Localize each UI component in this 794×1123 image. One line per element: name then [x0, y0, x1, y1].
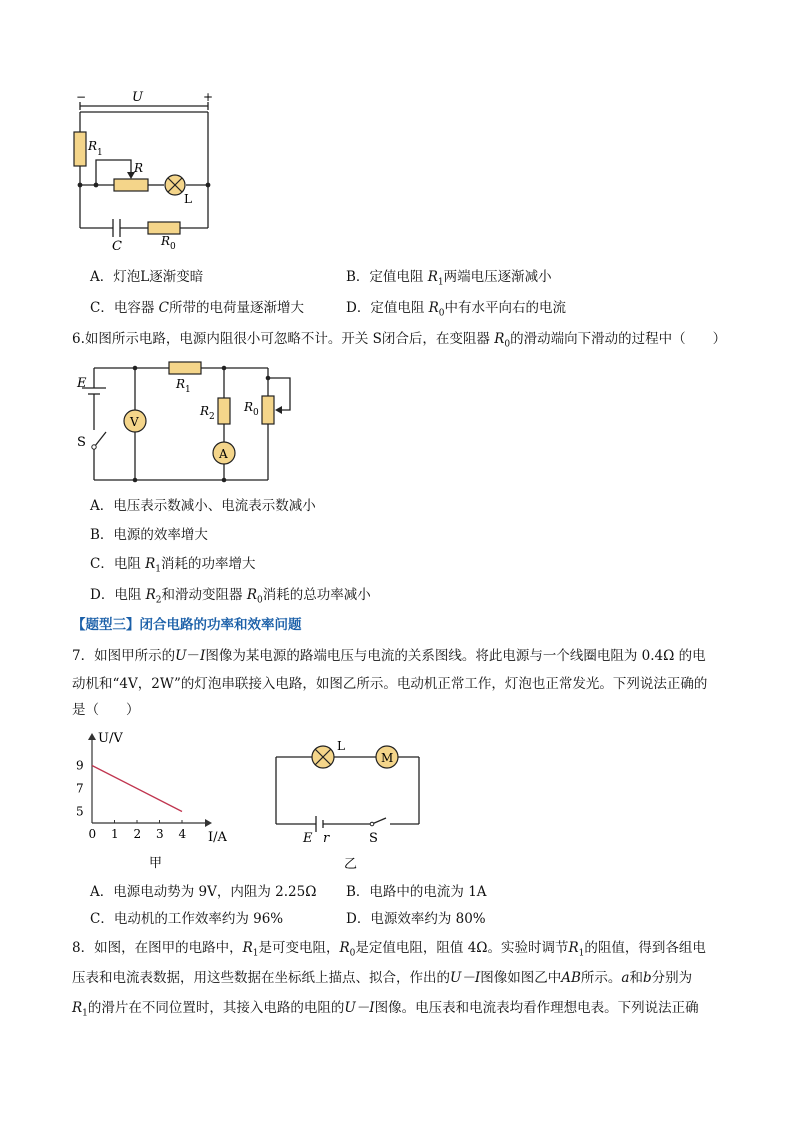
q6-stem: 6.如图所示电路，电源内阻很小可忽略不计。开关 S闭合后，在变阻器 $R_0$的滑动端向下滑动的过程中（ ） — [72, 331, 727, 350]
x-tick-label: 1 — [111, 827, 119, 841]
chart-caption: 甲 — [149, 856, 163, 871]
q5-r0-sub: 0 — [170, 242, 176, 252]
section-heading: 【题型三】闭合电路的功率和效率问题 — [72, 617, 302, 633]
q6-r1-label: R — [176, 377, 186, 391]
q7-r-label: r — [323, 831, 330, 846]
q6-r2-sub: 2 — [209, 412, 215, 422]
x-tick-label: 4 — [178, 827, 187, 841]
q6-e-label: E — [77, 376, 87, 391]
q7-stem-line2: 动机和“4V，2W”的灯泡串联接入电路，如图乙所示。电动机正常工作，灯泡也正常发光。下列说法正确的 — [72, 676, 708, 692]
q5-r0-label: R — [161, 234, 171, 248]
q5-plus-label: + — [203, 90, 214, 104]
x-axis-arrow — [205, 819, 212, 827]
x-tick-label: 3 — [156, 827, 164, 841]
q6-r2-label: R — [200, 404, 210, 418]
q7-option-a: A．电源电动势为 9V，内阻为 2.25Ω — [90, 884, 317, 900]
q5-option-c: C．电容器 C所带的电荷量逐渐增大 — [90, 300, 304, 316]
q6-a-label: A — [219, 447, 228, 461]
q8-stem-line3: $R_1$的滑片在不同位置时，其接入电路的电阻的U－I图像。电压表和电流表均看作理想电表。下列说法正确 — [72, 1000, 699, 1019]
q5-r1-sub: 1 — [97, 148, 103, 158]
q5-u-label: U — [132, 90, 143, 105]
q7-stem-line1: 7．如图甲所示的U－I图像为某电源的路端电压与电流的关系图线。将此电源与一个线圈电阻为 0.4Ω 的电 — [72, 648, 706, 664]
q7-s-label: S — [369, 831, 378, 846]
q6-r0-label: R — [244, 400, 254, 414]
q7-circuit-diagram — [272, 738, 432, 872]
q8-stem-line1: 8．如图，在图甲的电路中，$R_1$是可变电阻，$R_0$是定值电阻，阻值 4Ω。实验时调节$R_1$的阻值，得到各组电 — [72, 940, 706, 959]
y-tick-label: 5 — [76, 804, 84, 819]
q6-r0-sub: 0 — [253, 408, 259, 418]
x-tick-label: 2 — [133, 827, 142, 841]
q7-ui-chart — [72, 727, 252, 875]
q5-lamp-label: L — [184, 192, 192, 206]
y-axis-arrow — [88, 733, 96, 740]
x-tick-label: 0 — [88, 827, 97, 841]
q6-circuit-diagram — [72, 358, 312, 488]
q7-option-b: B．电路中的电流为 1A — [346, 884, 487, 900]
q7-e-label: E — [303, 831, 313, 846]
q5-option-a: A．灯泡L逐渐变暗 — [90, 269, 204, 285]
q6-option-d: D．电阻 $R_2$和滑动变阻器 $R_0$消耗的总功率减小 — [90, 587, 371, 606]
q7-stem-line3: 是（ ） — [72, 702, 140, 718]
q6-option-b: B．电源的效率增大 — [90, 527, 208, 543]
q6-r1-sub: 1 — [185, 385, 191, 395]
q8-stem-line2: 压表和电流表数据，用这些数据在坐标纸上描点、拟合，作出的U－I图像如图乙中AB所示。a和b分别为 — [72, 970, 693, 986]
q5-minus-label: − — [76, 90, 87, 104]
q5-r1-label: R — [88, 139, 98, 153]
series-line — [92, 766, 182, 812]
q7-motor-label: M — [381, 751, 394, 765]
y-tick-label: 9 — [76, 758, 84, 773]
q6-s-label: S — [77, 435, 86, 450]
q6-option-c: C．电阻 $R_1$消耗的功率增大 — [90, 556, 256, 575]
y-tick-label: 7 — [76, 781, 84, 796]
q5-circuit-diagram — [60, 88, 230, 258]
q7-circuit-caption: 乙 — [344, 857, 358, 872]
q7-option-d: D．电源效率约为 80% — [346, 911, 486, 927]
x-axis-label: I/A — [208, 830, 227, 845]
q7-option-c: C．电动机的工作效率约为 96% — [90, 911, 284, 927]
q5-option-b: B．定值电阻 $R_1$两端电压逐渐减小 — [346, 269, 552, 288]
q6-option-a: A．电压表示数减小、电流表示数减小 — [90, 498, 316, 514]
q7-lamp-label: L — [337, 739, 345, 753]
q5-r-label: R — [134, 161, 144, 175]
q5-cap-label: C — [112, 239, 122, 254]
q6-v-label: V — [130, 415, 139, 429]
q5-option-d: D．定值电阻 $R_0$中有水平向右的电流 — [346, 300, 567, 319]
y-axis-label: U/V — [98, 731, 123, 746]
